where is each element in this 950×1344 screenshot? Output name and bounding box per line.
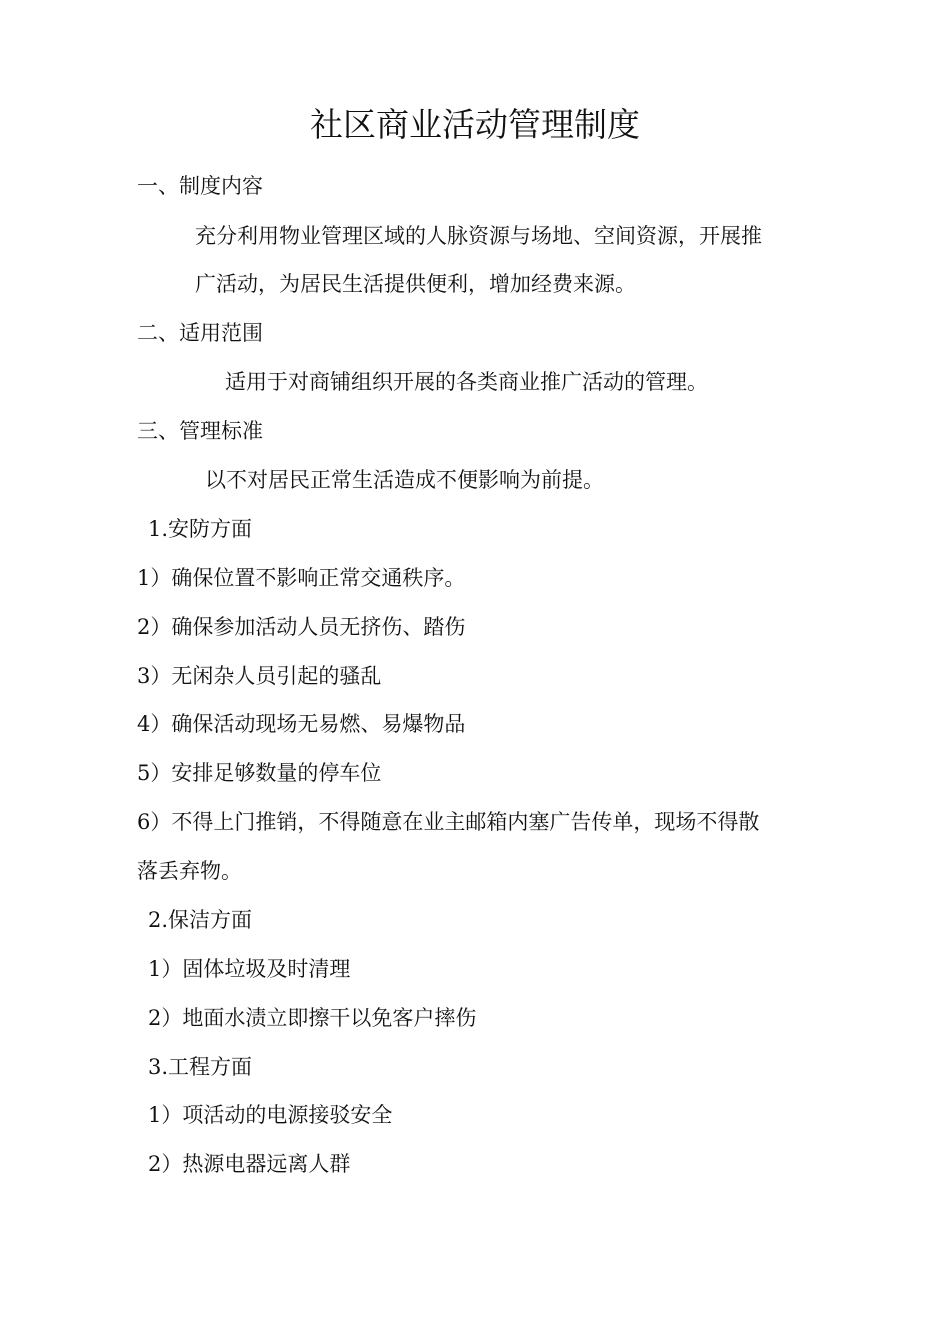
list-item-continuation: 落丢弃物。 [137,859,242,883]
list-item: 1）项活动的电源接驳安全 [148,1103,393,1127]
list-item: 2）地面水渍立即擦干以免客户摔伤 [148,1006,477,1030]
paragraph-line: 广活动，为居民生活提供便利，增加经费来源。 [195,272,636,296]
list-item: 3）无闲杂人员引起的骚乱 [137,664,382,688]
list-item: 5）安排足够数量的停车位 [137,761,382,785]
section-heading-content: 一、制度内容 [137,174,263,198]
list-item: 2）热源电器远离人群 [148,1152,351,1176]
paragraph-line: 以不对居民正常生活造成不便影响为前提。 [205,468,604,492]
list-item: 1）固体垃圾及时清理 [148,957,351,981]
list-item: 2）确保参加活动人员无挤伤、踏伤 [137,615,466,639]
subsection-heading-engineering: 3.工程方面 [148,1055,253,1079]
subsection-heading-cleaning: 2.保洁方面 [148,908,253,932]
paragraph-line: 充分利用物业管理区域的人脉资源与场地、空间资源，开展推 [195,224,762,248]
list-item: 6）不得上门推销，不得随意在业主邮箱内塞广告传单，现场不得散 [137,810,760,834]
list-item: 1）确保位置不影响正常交通秩序。 [137,566,466,590]
section-heading-standards: 三、管理标准 [137,419,263,443]
list-item: 4）确保活动现场无易燃、易爆物品 [137,712,466,736]
subsection-heading-security: 1.安防方面 [148,517,253,541]
section-heading-scope: 二、适用范围 [137,321,263,345]
paragraph-line: 适用于对商铺组织开展的各类商业推广活动的管理。 [225,370,708,394]
document-title: 社区商业活动管理制度 [310,105,640,144]
